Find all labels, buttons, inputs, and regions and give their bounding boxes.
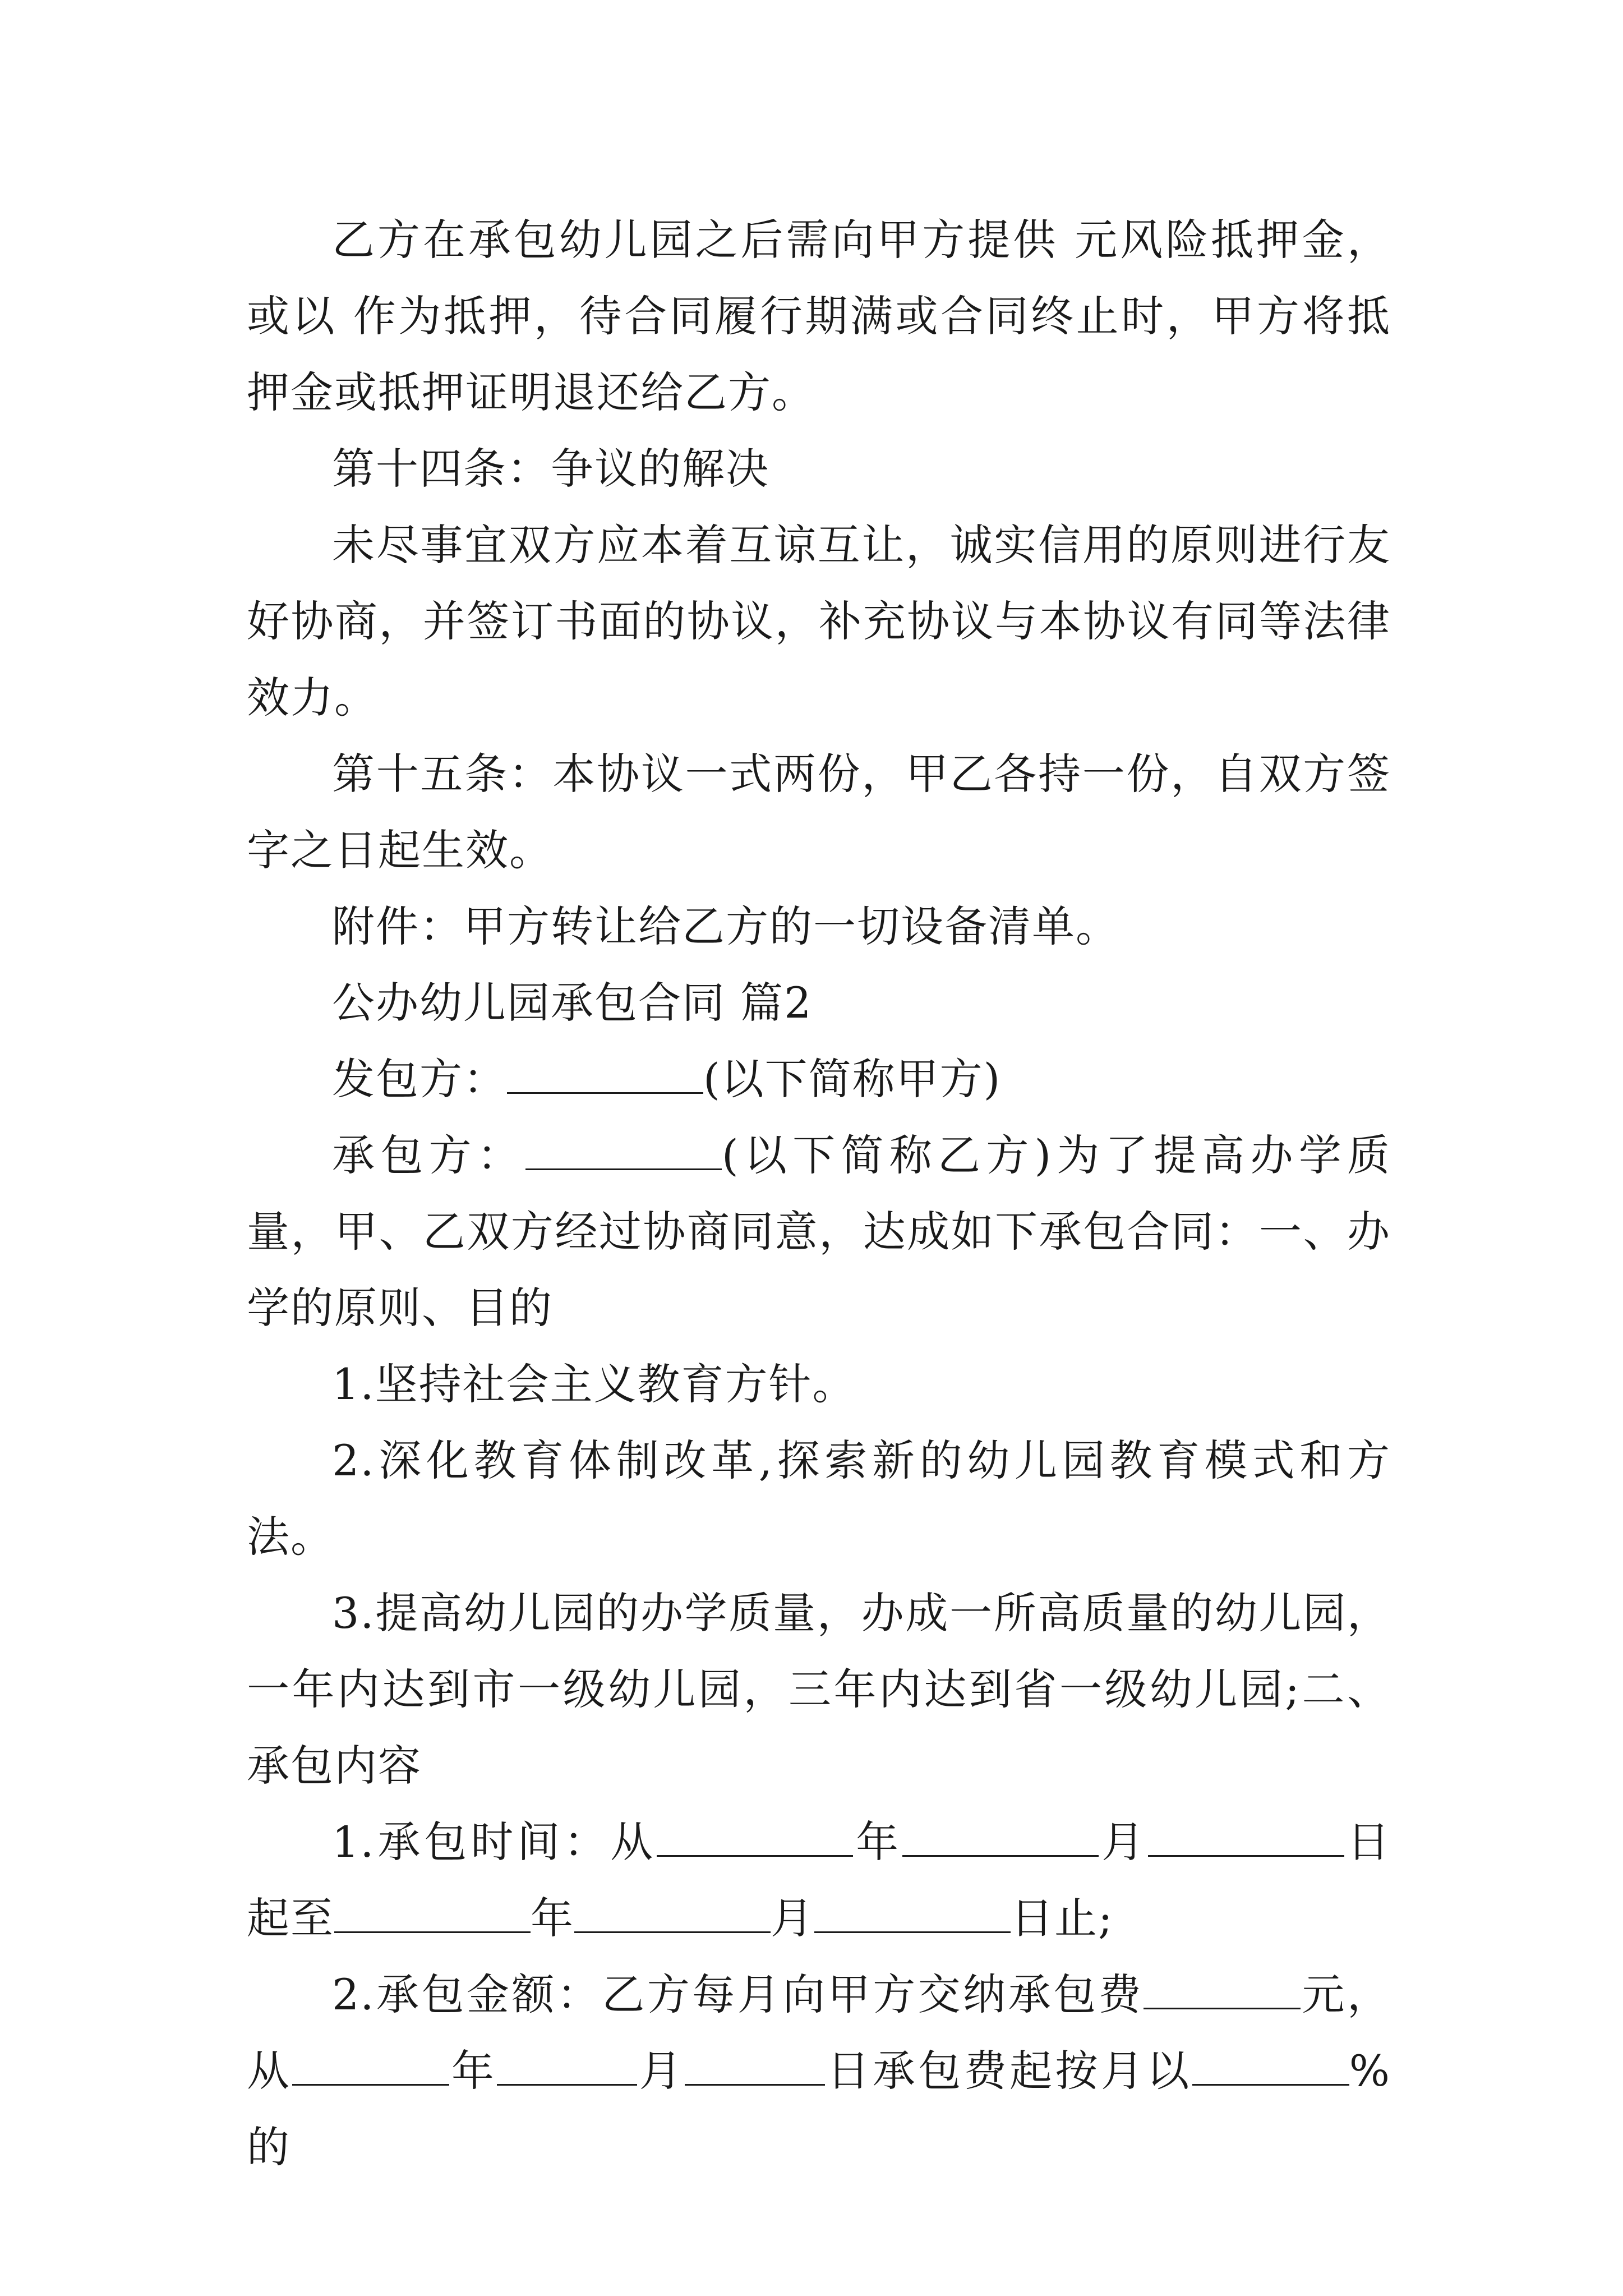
term-to-label: 日止; xyxy=(1011,1893,1114,1943)
section-title-part-2: 公办幼儿园承包合同 篇2 xyxy=(332,978,813,1028)
contract-term-line xyxy=(247,1804,1391,1957)
contractor-b-label: 承包方： xyxy=(332,1130,526,1180)
contractor-b-suffix: (以下简称乙方)为了提高办学质量，甲、乙双方经过协商同意，达成如下承包合同：一、办学的原则、目的 xyxy=(247,1130,1391,1333)
term-start-year-blank xyxy=(657,1816,853,1857)
principle-2: 2.深化教育体制改革,探索新的幼儿园教育模式和方法。 xyxy=(247,1435,1391,1562)
amount-year-blank xyxy=(292,2045,449,2086)
term-end-day-blank xyxy=(814,1892,1011,1933)
principle-3: 3.提高幼儿园的办学质量，办成一所高质量的幼儿园，一年内达到市一级幼儿园，三年内达到省一级幼儿园;二、承包内容 xyxy=(247,1588,1391,1791)
amount-prefix: 2.承包金额：乙方每月向甲方交纳承包费 xyxy=(332,1970,1144,2019)
amount-day-blank xyxy=(685,2045,825,2086)
contractor-a-line xyxy=(247,1041,1391,1117)
term-year-label: 年 xyxy=(853,1817,903,1867)
term-from-label: 日起至 xyxy=(247,1817,1391,1943)
term-end-year-label: 年 xyxy=(531,1893,574,1943)
contract-amount-line xyxy=(247,1957,1391,2185)
contractor-a-suffix: (以下简称甲方) xyxy=(703,1054,1002,1104)
amount-percent-blank xyxy=(1192,2045,1349,2086)
principle-1: 1.坚持社会主义教育方针。 xyxy=(332,1359,856,1409)
term-end-year-blank xyxy=(334,1892,531,1933)
amount-month-blank xyxy=(497,2045,637,2086)
article-14-heading: 第十四条：争议的解决 xyxy=(332,444,769,494)
amount-percent-label: %的 xyxy=(247,2046,1391,2172)
article-15: 第十五条：本协议一式两份，甲乙各持一份，自双方签字之日起生效。 xyxy=(247,749,1391,875)
contractor-a-label: 发包方： xyxy=(332,1054,507,1104)
amount-day-label: 日承包费起按月以 xyxy=(825,2046,1192,2096)
amount-yuan-label: 元，从 xyxy=(247,1970,1391,2096)
paragraph-deposit: 乙方在承包幼儿园之后需向甲方提供 元风险抵押金，或以 作为抵押，待合同履行期满或合同终止时，甲方将抵押金或抵押证明退还给乙方。 xyxy=(247,215,1391,417)
amount-year-label: 年 xyxy=(449,2046,497,2096)
paragraph-dispute-resolution: 未尽事宜双方应本着互谅互让，诚实信用的原则进行友好协商，并签订书面的协议，补充协议与本协议有同等法律效力。 xyxy=(247,520,1391,723)
term-end-month-blank xyxy=(574,1892,771,1933)
amount-fee-blank xyxy=(1144,1968,1301,2009)
amount-month-label: 月 xyxy=(637,2046,685,2096)
term-end-month-label: 月 xyxy=(771,1893,814,1943)
term-prefix: 1.承包时间：从 xyxy=(332,1817,657,1867)
contractor-a-blank xyxy=(507,1053,703,1094)
attachment-note: 附件：甲方转让给乙方的一切设备清单。 xyxy=(332,901,1119,951)
document-body xyxy=(247,202,1391,2185)
term-start-day-blank xyxy=(1148,1816,1344,1857)
term-month-label: 月 xyxy=(1099,1817,1149,1867)
term-start-month-blank xyxy=(902,1816,1099,1857)
contractor-b-blank xyxy=(525,1129,722,1170)
contractor-b-line xyxy=(247,1117,1391,1346)
